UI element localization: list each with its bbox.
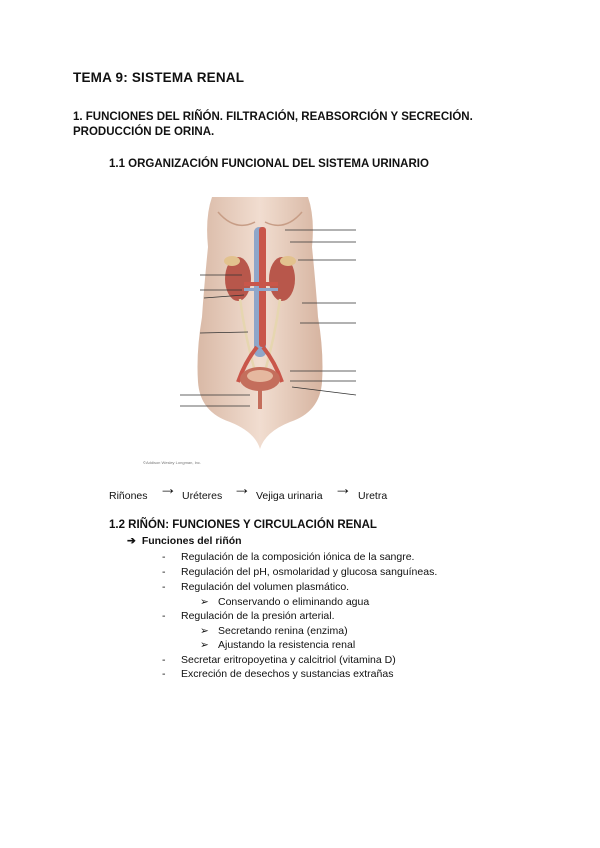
dash-bullet: - xyxy=(162,668,166,680)
flow-item-bladder: Vejiga urinaria xyxy=(256,490,323,502)
list-item: Secretar eritropoyetina y calcitriol (vitamina D) xyxy=(181,654,396,666)
section-heading-1-line2: PRODUCCIÓN DE ORINA. xyxy=(73,126,215,138)
section-heading-1-line1: 1. FUNCIONES DEL RIÑÓN. FILTRACIÓN, REABSORCIÓN Y SECRECIÓN. xyxy=(73,111,473,123)
arrow-bullet-icon: ➔ xyxy=(127,535,136,547)
flow-arrow-1: → xyxy=(159,478,177,498)
dash-bullet: - xyxy=(162,551,166,563)
flow-item-kidneys: Riñones xyxy=(109,490,148,502)
list-subitem: Conservando o eliminando agua xyxy=(218,596,370,608)
dash-bullet: - xyxy=(162,654,166,666)
section-heading-1-2: 1.2 RIÑÓN: FUNCIONES Y CIRCULACIÓN RENAL xyxy=(109,519,377,531)
flow-arrow-2: → xyxy=(233,478,251,498)
section-heading-1 xyxy=(73,110,473,140)
flow-arrow-3: → xyxy=(334,478,352,498)
list-item: Regulación del volumen plasmático. xyxy=(181,581,350,593)
subheading-kidney-functions xyxy=(127,535,242,547)
list-item: Regulación de la presión arterial. xyxy=(181,610,335,622)
flow-item-ureters: Uréteres xyxy=(182,490,223,502)
dash-bullet: - xyxy=(162,581,166,593)
section-heading-1-1: 1.1 ORGANIZACIÓN FUNCIONAL DEL SISTEMA URINARIO xyxy=(109,158,429,170)
list-subitem: Secretando renina (enzima) xyxy=(218,625,348,637)
subheading-text: Funciones del riñón xyxy=(141,535,242,547)
list-item: Excreción de desechos y sustancias extrañas xyxy=(181,668,394,680)
label-lines-left xyxy=(180,270,250,410)
dash-bullet: - xyxy=(162,566,166,578)
chevron-bullet-icon: ➢ xyxy=(200,596,209,608)
chevron-bullet-icon: ➢ xyxy=(200,625,209,637)
list-subitem: Ajustando la resistencia renal xyxy=(218,639,356,651)
dash-bullet: - xyxy=(162,610,166,622)
list-item: Regulación de la composición iónica de la sangre. xyxy=(181,551,415,563)
page-title: TEMA 9: SISTEMA RENAL xyxy=(73,70,245,85)
list-item: Regulación del pH, osmolaridad y glucosa sanguíneas. xyxy=(181,566,438,578)
flow-item-urethra: Uretra xyxy=(358,490,388,502)
figure-caption: ©Addison Wesley Longman, Inc. xyxy=(143,460,202,465)
label-lines-right xyxy=(280,225,360,400)
chevron-bullet-icon: ➢ xyxy=(200,639,209,651)
